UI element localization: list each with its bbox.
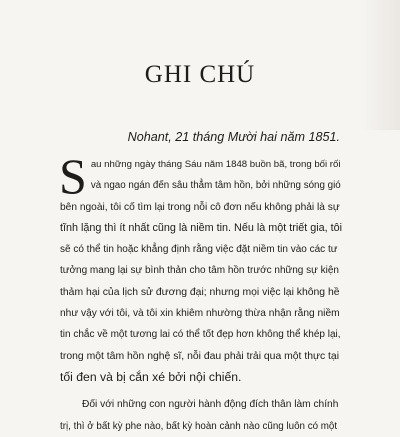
text-line: trong một tâm hồn nghệ sĩ, nỗi đau phải trải qua một thực tại [60,350,340,362]
text-line: như vậy với tôi, và tôi xin khiêm nhường thừa nhận rằng niềm [60,308,340,320]
text-line: au những ngày tháng Sáu năm 1848 buồn bã, trong bối rối [90,159,341,170]
text-line: bên ngoài, tôi cố tìm lại trong nỗi cô đơn nếu không phải là sự [60,201,340,213]
text-line: tin chắc về một tương lai có thể tốt đẹp hơn không thể khép lại, [60,329,341,341]
text-line: tĩnh lặng thì ít nhất cũng là niềm tin. Nếu là một triết gia, tôi [60,221,343,234]
chapter-title: GHI CHÚ [144,61,256,88]
text-line: tối đen và bị cắn xé bởi nội chiến. [60,369,242,384]
paragraph-2 [60,394,342,437]
text-line: và ngao ngán đến sâu thẳm tâm hồn, bởi những sóng gió [90,180,341,192]
drop-cap: S [59,148,87,204]
paragraph-1 [59,148,343,388]
text-line: thảm hại của lịch sử đương đại; nhưng mọi việc lại không hề [60,286,340,298]
text-line: trị, thì ở bất kỳ phe nào, bất kỳ hoàn cảnh nào cũng luôn có một [60,420,338,432]
text-line: sẽ có thể tin hoặc khẳng định rằng việc đặt niềm tin vào các tư [60,244,338,256]
body-text [59,148,343,437]
text-line: tưởng mang lại sự bình thản cho tâm hồn trước những sự kiện [60,265,339,277]
text-line: Đối với những con người hành động đích thân làm chính [82,399,339,411]
dateline: Nohant, 21 tháng Mười hai năm 1851. [127,130,340,144]
